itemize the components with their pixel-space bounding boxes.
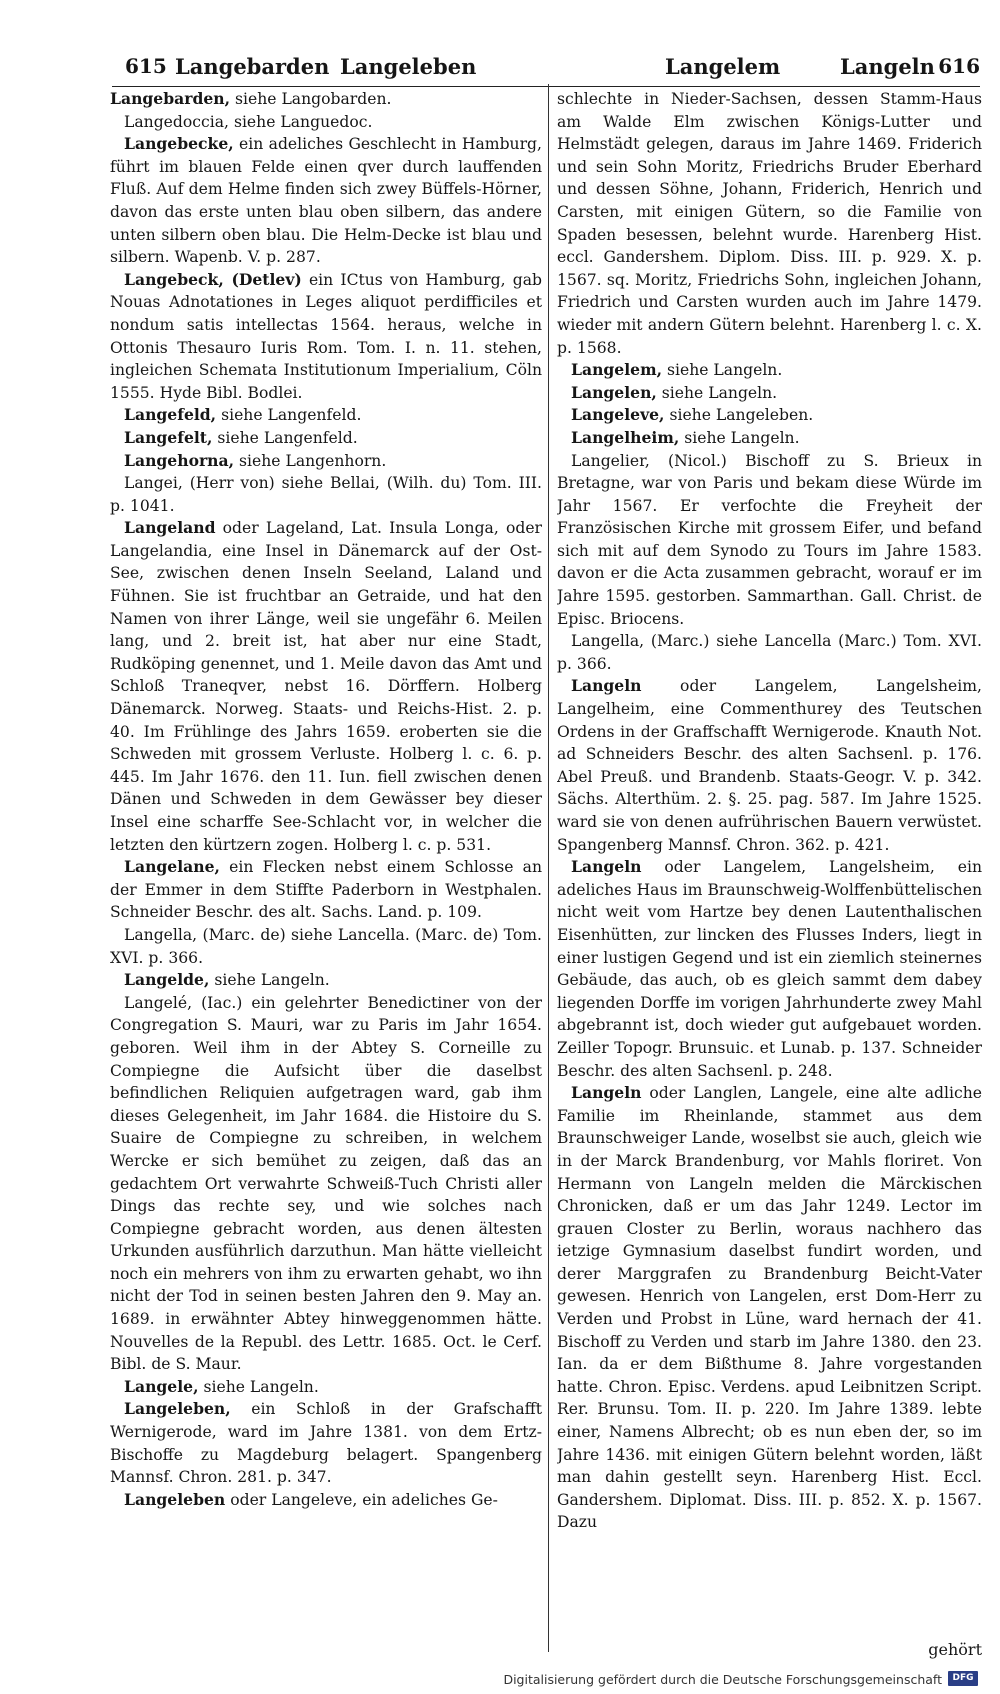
entry-text: oder Langeleve, ein adeliches Ge- [225,1490,498,1509]
entry-headword: Langeleve, [571,405,665,425]
header-keyword-left-1: Langebarden [175,54,330,79]
entry-text: siehe Langeln. [656,383,778,402]
page-number-left: 615 [125,54,167,78]
dictionary-entry [557,359,982,382]
header-keyword-right-1: Langelem [665,54,781,79]
entry-text: siehe Langeln. [662,361,783,380]
dictionary-entry [110,1489,542,1512]
entry-headword: Langeln [571,676,642,696]
entry-text: siehe Langenfeld. [212,428,358,447]
entry-text: oder Langelem, Langelsheim, ein adeliches Haus im Braunschweig-Wolffenbüttelischen nicht weit vom Hartze bey denen Lautenthalischen Eisenhütten, zur lincken des Flusses Inders, liegt in einer lustigen Gegend und ist ein ziemlich steinernes Gebäude, das auch, ob es gleich sammt dem dabey liegenden Dorffe im vorigen Jahrhunderte zwey Mahl abgebrannt ist, doch wieder gut aufgebauet worden. Zeiller Topogr. Brunsuic. et Lunab. p. 137. Schneider Beschr. des alten Sachsenl. p. 248. [557,858,982,1080]
entry-text: siehe Langeleben. [664,406,814,425]
entry-headword: Langelheim, [571,427,680,447]
dictionary-entry [110,924,542,969]
header-keyword-left-2: Langeleben [340,54,477,79]
dictionary-entry [110,269,542,405]
entry-text: Langella, (Marc. de) siehe Lancella. (Marc. de) Tom. XVI. p. 366. [110,925,542,967]
entry-text: siehe Langenhorn. [234,451,387,470]
dictionary-entry [557,450,982,631]
page-number-right: 616 [938,54,980,78]
entry-headword: Langebarden, [110,89,231,108]
entry-text: oder Langlen, Langele, eine alte adliche Familie im Rheinlande, stammet aus dem Braunschweiger Lande, woselbst sie auch, gleich wie in der Marck Brandenburg, vor Mahls floriret. Von Hermann von Langeln melden die Märckischen Chronicken, daß er um das Jahr 1249. Lector im grauen Closter zu Berlin, woraus nachhero das ietzige Gymnasium daselbst fundirt worden, und derer Marggrafen zu Brandenburg Beicht-Vater gewesen. Henrich von Langelen, erst Dom-Herr zu Verden und Probst in Lüne, ward hernach der 41. Bischoff zu Verden und starb im Jahre 1380. den 23. Ian. da er dem Bißthume 8. Jahre vorgestanden hatte. Chron. Episc. Verdens. apud Leibnitzen Script. Rer. Brunsu. Tom. II. p. 220. Im Jahre 1389. lebte einer, Namens Albrecht; ob es nun eben der, so im Jahre 1436. mit einigen Gütern belehnt worden, läßt man dahin gestellt seyn. Harenberg Hist. Eccl. Gandershem. Diplomat. Diss. III. p. 852. X. p. 1567. Dazu [557,1084,982,1532]
dictionary-entry [110,1398,542,1488]
entry-headword: Langebecke, [124,134,234,154]
entry-text: siehe Langeln. [198,1377,319,1396]
dictionary-entry [110,1376,542,1399]
dictionary-entry [557,630,982,675]
dfg-logo: DFG [948,1671,978,1686]
dictionary-entry [110,856,542,924]
entry-text: ein ICtus von Hamburg, gab Nouas Adnotationes in Leges aliquot perdifficiles et nondum satis intellectas 1564. heraus, welche in Ottonis Thesauro Iuris Rom. Tom. I. n. 11. stehen, ingleichen Schemata Institutionum Imperialium, Cöln 1555. Hyde Bibl. Bodlei. [110,270,542,402]
left-column [110,88,542,1658]
entry-headword: Langeleben, [124,1399,231,1419]
dictionary-entry [557,382,982,405]
entry-text: ein Flecken nebst einem Schlosse an der Emmer in dem Stiffte Paderborn in Westphalen. Schneider Beschr. des alt. Sachs. Land. p. 109. [110,858,542,922]
entry-text: siehe Langeln. [209,971,330,990]
dictionary-entry [110,969,542,992]
dictionary-entry [557,856,982,1082]
dictionary-entry [110,450,542,473]
dictionary-entry [110,133,542,269]
right-column [557,88,982,1658]
header-keyword-right-2: Langeln [840,54,935,79]
footer-credit: Digitalisierung gefördert durch die Deutsche Forschungsgemeinschaft [503,1672,942,1687]
entry-headword: Langeln [571,857,642,877]
entry-text: oder Langelem, Langelsheim, Langelheim, eine Commenthurey des Teutschen Ordens in der Graffschafft Wernigerode. Knauth Not. ad Schneiders Beschr. des alten Sachsenl. p. 176. Abel Preuß. und Brandenb. Staats-Geogr. V. p. 342. Sächs. Alterthüm. 2. §. 25. pag. 587. Im Jahre 1525. ward sie von denen aufrührischen Bauern verwüstet. Spangenberg Mannsf. Chron. 362. p. 421. [557,677,982,854]
dictionary-entry [110,111,542,134]
dictionary-entry [557,675,982,856]
entry-text: siehe Langenfeld. [216,406,362,425]
entry-text: Langedoccia, siehe Languedoc. [124,112,373,131]
dictionary-entry [557,427,982,450]
entry-text: schlechte in Nieder-Sachsen, dessen Stamm-Haus am Walde Elm zwischen Königs-Lutter und Helmstädt gelegen, daraus im Jahre 1469. Friderich und sein Sohn Moritz, Friedrichs Bruder Eberhard und dessen Söhne, Johann, Friderich, Henrich und Carsten, mit einigen Gütern, so die Familie von Spaden besessen, belehnt wurde. Harenberg Hist. eccl. Gandershem. Diplom. Diss. III. p. 929. X. p. 1567. sq. Moritz, Friedrichs Sohn, ingleichen Johann, Friedrich und Carsten wurden auch im Jahre 1479. wieder mit andern Gütern belehnt. Harenberg l. c. X. p. 1568. [557,90,982,357]
entry-headword: Langele, [124,1376,199,1396]
dictionary-entry [557,88,982,359]
entry-headword: Langelem, [571,360,663,380]
entry-headword: Langebeck, (Detlev) [124,269,302,289]
entry-text: Langei, (Herr von) siehe Bellai, (Wilh. du) Tom. III. p. 1041. [110,474,542,515]
running-header [125,50,980,84]
dictionary-entry [110,992,542,1376]
entry-text: ein adeliches Geschlecht in Hamburg, führt im blauen Felde einen qver durch lauffenden Fluß. Auf dem Helme finden sich zwey Büffels-Hörner, davon das erste unten blau oben silbern, das andere unten silbern oben blau. Die Helm-Decke ist blau und silbern. Wapenb. V. p. 287. [110,135,542,267]
digitization-footer [0,1668,1000,1694]
dictionary-entry [110,427,542,450]
dictionary-entry [110,517,542,856]
entry-headword: Langeland [124,518,216,538]
dictionary-entry [557,1082,982,1534]
entry-headword: Langefelt, [124,427,213,447]
dictionary-entry [110,88,542,111]
entry-text: siehe Langeln. [679,428,800,447]
dictionary-entry [110,472,542,517]
entry-text: siehe Langobarden. [230,90,392,108]
dictionary-entry [110,404,542,427]
entry-text: ein Schloß in der Grafschafft Wernigerode, ward im Jahre 1381. von dem Ertz-Bischoffe zu Magdeburg belagert. Spangenberg Mannsf. Chron. 281. p. 347. [110,1400,542,1487]
entry-text: Langelier, (Nicol.) Bischoff zu S. Brieux in Bretagne, war von Paris und bekam diese Würde im Jahr 1567. Er verfochte die Freyheit der Französischen Kirche mit grossem Eifer, und befand sich mit auf dem Synodo zu Tours im Jahre 1583. davon er die Acta zusammen gebracht, worauf er im Jahre 1595. gestorben. Sammarthan. Gall. Christ. de Episc. Briocens. [557,451,982,628]
catchword: gehört [928,1640,982,1659]
entry-headword: Langelen, [571,382,657,402]
dictionary-entry [557,404,982,427]
entry-headword: Langelane, [124,857,220,877]
column-divider [548,84,549,1652]
header-rule [112,86,980,87]
entry-headword: Langeleben [124,1489,226,1509]
entry-headword: Langehorna, [124,450,235,470]
entry-text: Langella, (Marc.) siehe Lancella (Marc.) Tom. XVI. p. 366. [557,632,982,673]
entry-text: oder Lageland, Lat. Insula Longa, oder Langelandia, eine Insel in Dänemarck auf der Ost-See, zwischen denen Inseln Seeland, Laland und Fühnen. Sie ist fruchtbar an Getraide, und hat den Namen von ihrer Länge, weil sie ungefähr 6. Meilen lang, und 2. breit ist, hat aber nur eine Stadt, Rudköping genennet, und 1. Meile davon das Amt und Schloß Traneqver, nebst 16. Dörffern. Holberg Dänemarck. Norweg. Staats- und Reichs-Hist. 2. p. 40. Im Frühlinge des Jahrs 1659. eroberten sie die Schweden mit grossem Verluste. Holberg l. c. 6. p. 445. Im Jahr 1676. den 11. Iun. fiell zwischen denen Dänen und Schweden in dem Gewässer bey dieser Insel eine scharffe See-Schlacht vor, in welcher die letzten den kürtzern zogen. Holberg l. c. p. 531. [110,519,542,854]
entry-headword: Langefeld, [124,405,217,425]
entry-text: Langelé, (Iac.) ein gelehrter Benedictiner von der Congregation S. Mauri, war zu Paris im Jahr 1654. geboren. Weil ihm in der Abtey S. Corneille zu Compiegne die Aufsicht über die daselbst befindlichen Reliquien aufgetragen ward, gab ihm dieses Gelegenheit, im Jahr 1684. die Histoire du S. Suaire de Compiegne zu schreiben, in welchem Wercke er sich bemühet zu zeigen, daß das an gedachtem Ort verwahrte Schweiß-Tuch Christi aller Dings das rechte sey, und wie solches nach Compiegne gebracht worden, aus denen ältesten Urkunden ausführlich darzuthun. Man hätte vielleicht noch ein mehrers von ihm zu erwarten gehabt, wo ihn nicht der Tod in seinen besten Jahren den 9. May an. 1689. in erwähnter Abtey hinweggenommen hätte. Nouvelles de la Republ. des Lettr. 1685. Oct. le Cerf. Bibl. de S. Maur. [110,993,542,1374]
entry-headword: Langeln [571,1083,642,1103]
entry-headword: Langelde, [124,970,210,990]
